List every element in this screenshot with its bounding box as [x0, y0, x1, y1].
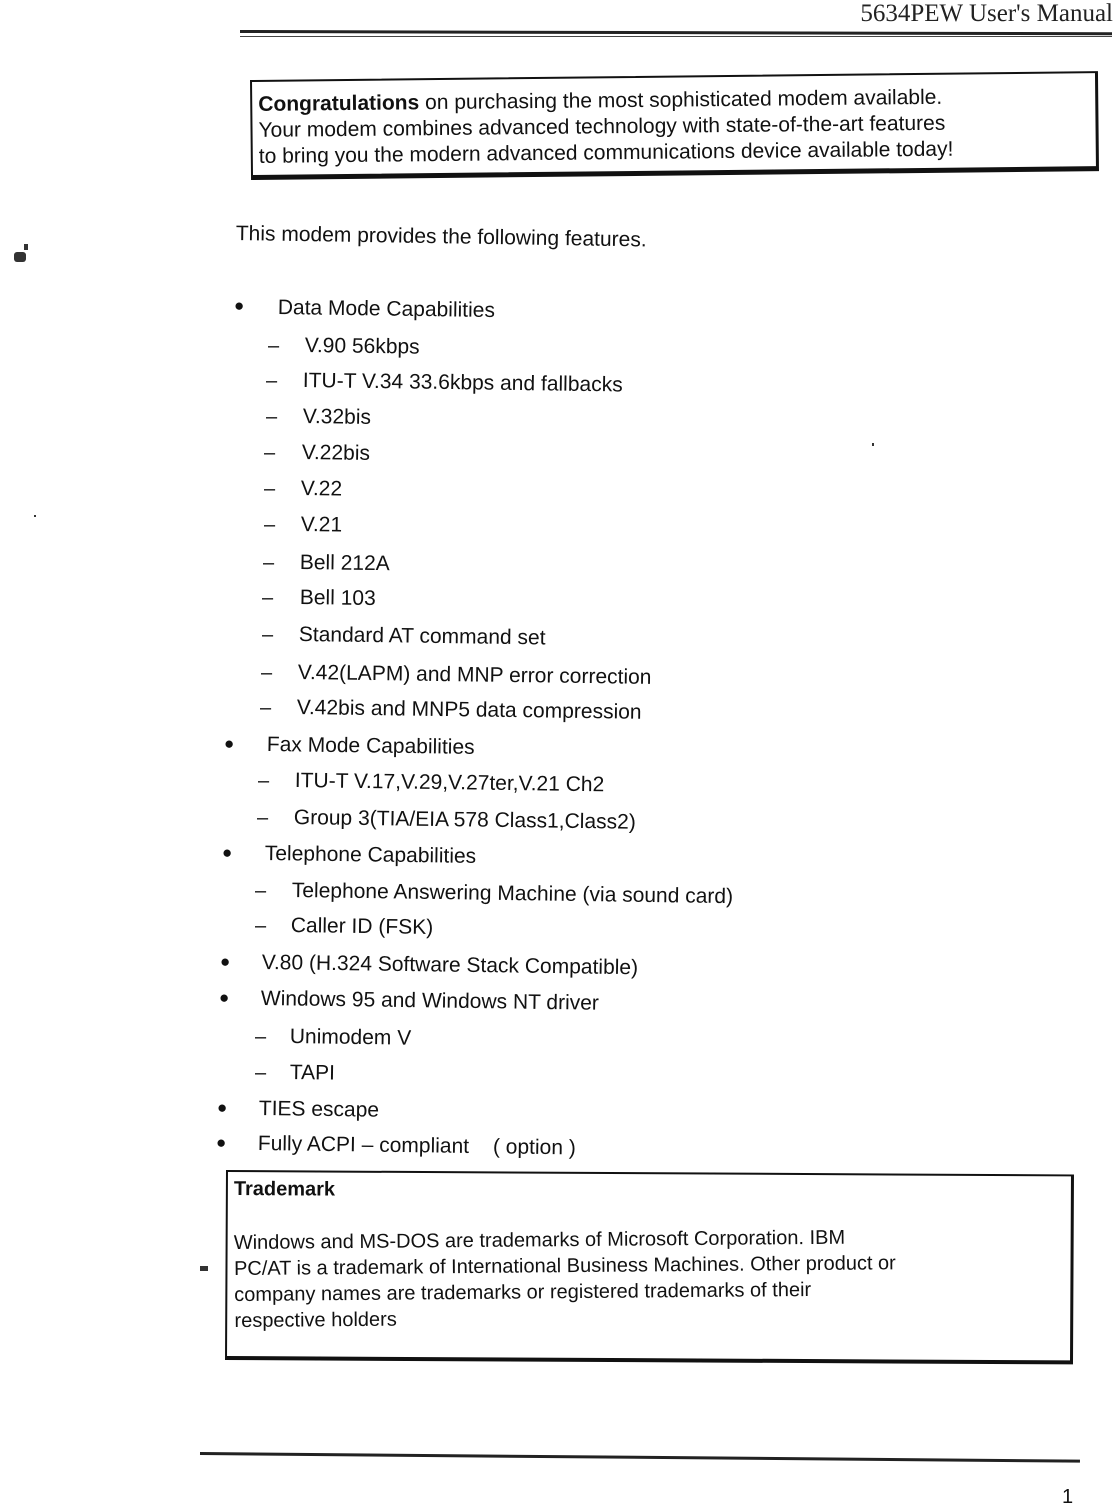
trademark-box: [225, 1170, 1074, 1364]
scan-speck: [14, 252, 26, 262]
intro-text: This modem provides the following features.: [235, 222, 647, 252]
trademark-line: Windows and MS-DOS are trademarks of Microsoft Corporation. IBM: [233, 1226, 846, 1255]
dash: –: [264, 478, 276, 500]
list-item: V.32bis: [302, 405, 372, 429]
list-item: Telephone Answering Machine (via sound card): [291, 879, 734, 909]
dash: –: [255, 915, 267, 937]
list-item: V.22bis: [301, 441, 371, 465]
dash: –: [262, 587, 274, 609]
dash: –: [255, 1026, 267, 1048]
dash: –: [260, 697, 272, 719]
dash: –: [266, 370, 278, 392]
footer-rule: [200, 1452, 1080, 1463]
trademark-body: [234, 1223, 1066, 1334]
dash: –: [261, 662, 273, 684]
dash: –: [268, 335, 280, 357]
congrats-lead: Congratulations: [258, 91, 420, 116]
list-item: Group 3(TIA/EIA 578 Class1,Class2): [293, 806, 636, 834]
trademark-line: PC/AT is a trademark of International Business Machines. Other product or: [233, 1252, 896, 1281]
dash: –: [262, 624, 274, 646]
list-item: ITU-T V.34 33.6kbps and fallbacks: [302, 369, 623, 397]
dash: –: [264, 514, 276, 536]
list-item: Unimodem V: [289, 1025, 412, 1050]
dash: –: [258, 770, 270, 792]
dash: –: [263, 552, 275, 574]
feature-windows: Windows 95 and Windows NT driver: [260, 987, 600, 1015]
congrats-line-1-rest: on purchasing the most sophisticated modem available.: [419, 85, 943, 115]
list-item: TAPI: [289, 1061, 336, 1085]
bullet-v80: ●: [220, 952, 231, 971]
list-item: V.42(LAPM) and MNP error correction: [297, 661, 652, 689]
bullet-windows: ●: [219, 988, 230, 1007]
list-item: V.21: [300, 513, 343, 537]
feature-ties: TIES escape: [258, 1097, 380, 1122]
list-item: V.90 56kbps: [304, 334, 420, 359]
feature-fax-mode: Fax Mode Capabilities: [266, 733, 475, 759]
trademark-line: company names are trademarks or registered trademarks of their: [234, 1279, 812, 1307]
dash: –: [264, 442, 276, 464]
feature-acpi-label: Fully ACPI – compliant: [257, 1132, 470, 1158]
trademark-heading: Trademark: [233, 1178, 336, 1201]
list-item: Standard AT command set: [298, 623, 546, 650]
trademark-line: respective holders: [234, 1308, 397, 1333]
bullet-acpi: ●: [216, 1133, 227, 1152]
page-number: 1: [1062, 1486, 1074, 1508]
congrats-line-3: to bring you the modern advanced communications device available today!: [258, 137, 954, 168]
feature-v80: V.80 (H.324 Software Stack Compatible): [261, 951, 639, 980]
bullet-data-mode: ●: [234, 296, 245, 315]
list-item: Bell 103: [299, 586, 376, 611]
header-title: 5634PEW User's Manual: [860, 0, 1113, 27]
feature-acpi: [258, 1132, 576, 1160]
bullet-telephone: ●: [222, 843, 233, 862]
dash: –: [255, 1062, 267, 1084]
dash: –: [257, 807, 269, 829]
feature-data-mode: Data Mode Capabilities: [277, 296, 496, 323]
list-item: V.42bis and MNP5 data compression: [296, 696, 642, 724]
scan-speck: [872, 443, 874, 446]
scan-speck: [200, 1266, 208, 1271]
dash: –: [255, 880, 267, 902]
congrats-line-2: Your modem combines advanced technology with state-of-the-art features: [258, 111, 946, 142]
list-item: Caller ID (FSK): [290, 914, 434, 939]
bullet-fax-mode: ●: [224, 734, 235, 753]
scan-speck: [24, 244, 28, 250]
scan-speck: [34, 515, 36, 517]
list-item: Bell 212A: [299, 551, 390, 576]
feature-acpi-option: ( option ): [492, 1135, 576, 1160]
bullet-ties: ●: [217, 1098, 228, 1117]
dash: –: [266, 406, 278, 428]
list-item: ITU-T V.17,V.29,V.27ter,V.21 Ch2: [294, 769, 605, 797]
feature-telephone: Telephone Capabilities: [264, 842, 477, 868]
list-item: V.22: [300, 477, 343, 501]
